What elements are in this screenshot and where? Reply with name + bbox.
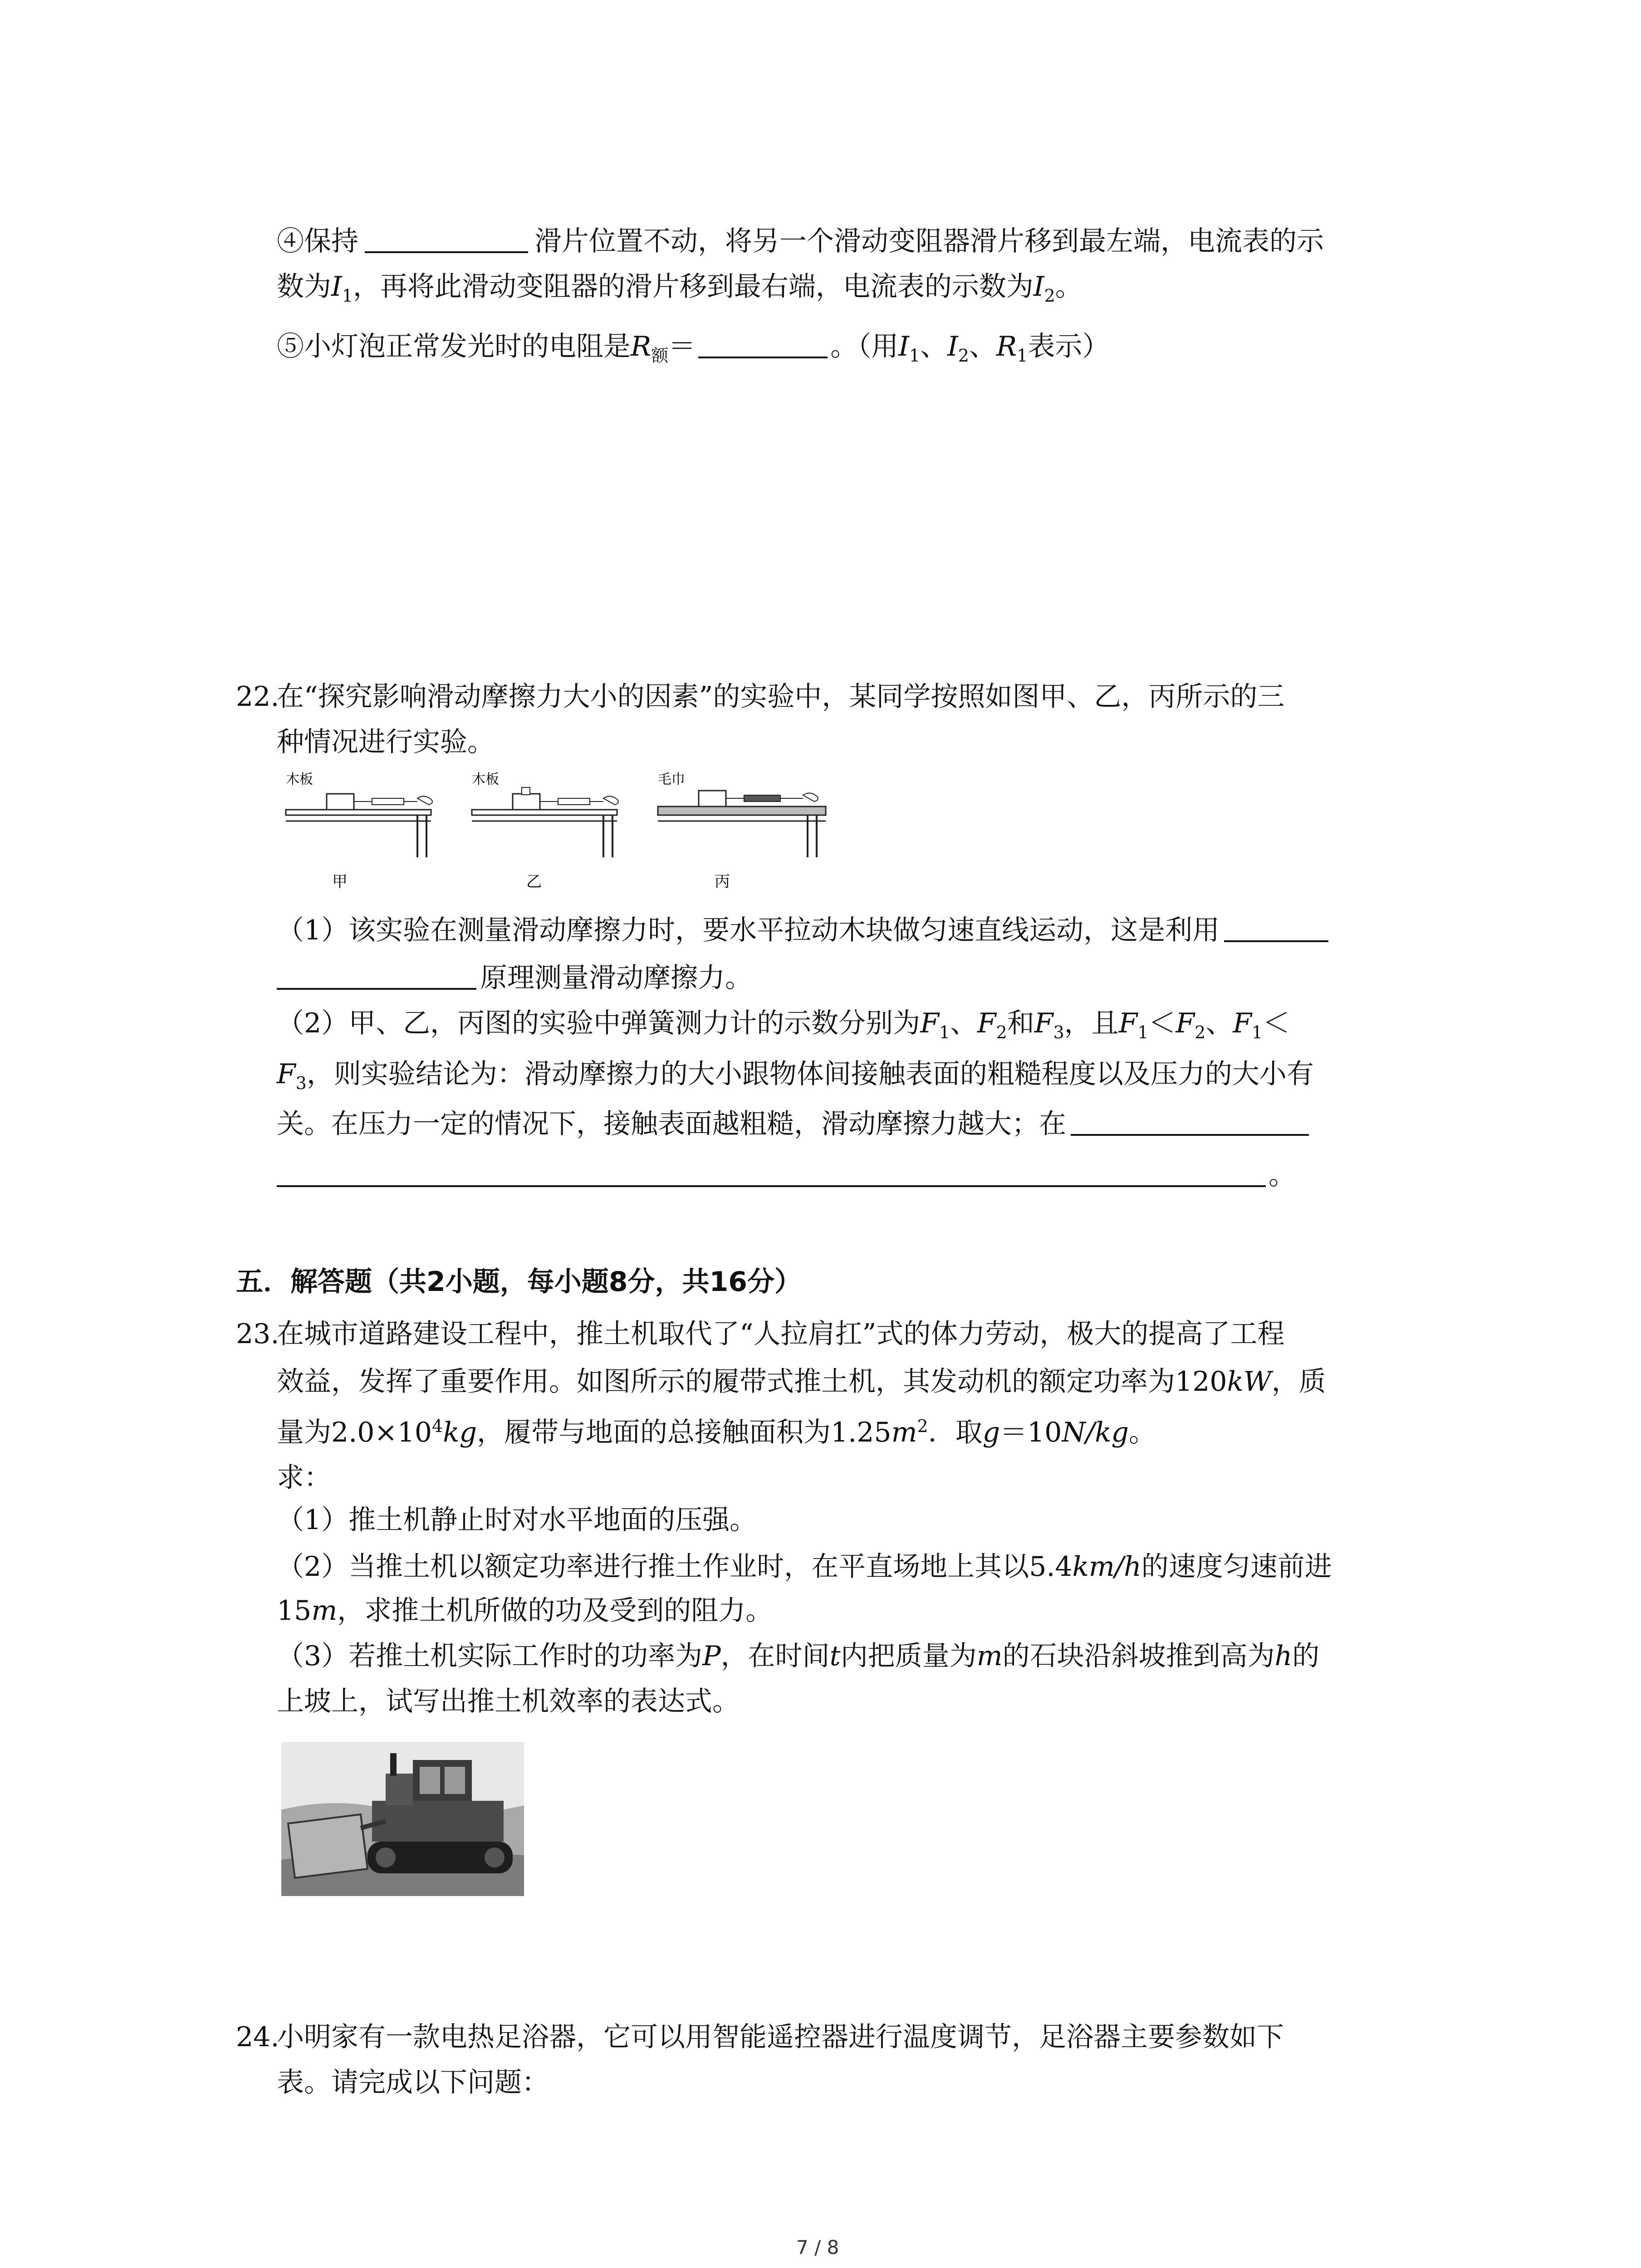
q22-line2: 种情况进行实验。 <box>277 726 495 758</box>
q22-line1: 在“探究影响滑动摩擦力大小的因素”的实验中，某同学按照如图甲、乙，丙所示的三 <box>277 681 1285 713</box>
setup-bing <box>658 791 826 857</box>
answer-blank[interactable] <box>1071 1109 1309 1136</box>
q21-step4-line2: 数为$I_1$，再将此滑动变阻器的滑片移到最右端，电流表的示数为$I_2$。 <box>277 271 1083 306</box>
answer-blank[interactable] <box>1224 915 1328 942</box>
q23-part3-line1: （3）若推土机实际工作时的功率为P，在时间t内把质量为m的石块沿斜坡推到高为h的 <box>277 1640 1320 1672</box>
label-jia: 甲 <box>332 873 348 891</box>
q23-line1: 在城市道路建设工程中，推土机取代了“人拉肩扛”式的体力劳动，极大的提高了工程 <box>277 1318 1285 1350</box>
q24-line1: 小明家有一款电热足浴器，它可以用智能遥控器进行温度调节，足浴器主要参数如下 <box>277 2021 1284 2053</box>
q23-part2-line2: 15m，求推土机所做的功及受到的阻力。 <box>277 1595 773 1627</box>
q23-part2-line1: （2）当推土机以额定功率进行推土作业时，在平直场地上其以5.4km/h的速度匀速前进 <box>277 1551 1332 1583</box>
label-board-2: 木板 <box>472 772 499 787</box>
q23-line2: 效益，发挥了重要作用。如图所示的履带式推土机，其发动机的额定功率为120kW，质 <box>277 1366 1326 1398</box>
q22-part2-line4: 。 <box>277 1159 1296 1192</box>
label-yi: 乙 <box>526 873 542 891</box>
q24-number: 24. <box>236 2021 279 2053</box>
q22-part2-line1: （2）甲、乙，丙图的实验中弹簧测力计的示数分别为$F_1$、$F_2$和$F_3$，且$F_1<F_2$、$F_1<$ <box>277 1007 1290 1042</box>
label-bing: 丙 <box>715 873 730 891</box>
friction-experiment-figure <box>281 767 857 894</box>
q22-number: 22. <box>236 681 279 713</box>
q22-part1-line2: 原理测量滑动摩擦力。 <box>277 962 752 994</box>
q24-line2: 表。请完成以下问题： <box>277 2067 549 2098</box>
q23-ask: 求： <box>277 1462 331 1494</box>
q21-step5: ⑤小灯泡正常发光时的电阻是$R_额=$ 。（用$I_1$、$I_2$、$R_1$表示） <box>277 331 1110 366</box>
answer-blank[interactable] <box>698 331 828 358</box>
q22-part1-line1: （1）该实验在测量滑动摩擦力时，要水平拉动木块做匀速直线运动，这是利用 <box>277 914 1328 947</box>
setup-yi <box>472 787 618 857</box>
q23-number: 23. <box>236 1318 279 1350</box>
answer-blank[interactable] <box>277 963 476 990</box>
q23-part1: （1）推土机静止时对水平地面的压强。 <box>277 1504 757 1536</box>
q22-part2-line2: $F_3$，则实验结论为：滑动摩擦力的大小跟物体间接触表面的粗糙程度以及压力的大小有 <box>277 1058 1314 1093</box>
label-board-1: 木板 <box>286 772 313 787</box>
section-heading: 五．解答题（共2小题，每小题8分，共16分） <box>236 1266 802 1298</box>
q22-part2-line3: 关。在压力一定的情况下，接触表面越粗糙，滑动摩擦力越大；在 <box>277 1108 1309 1140</box>
setup-jia <box>286 794 432 857</box>
q21-step4-line1: ④保持 滑片位置不动，将另一个滑动变阻器滑片移到最左端，电流表的示 <box>277 225 1324 257</box>
answer-blank[interactable] <box>365 226 528 253</box>
page-number: 7 / 8 <box>796 2236 839 2258</box>
q23-part3-line2: 上坡上，试写出推土机效率的表达式。 <box>277 1686 740 1717</box>
q23-line3: 量为$2.0\times 10^4kg$，履带与地面的总接触面积为$1.25m^2$．取g＝10N/kg。 <box>277 1416 1156 1448</box>
label-towel: 毛巾 <box>658 772 685 787</box>
answer-blank[interactable] <box>277 1160 1266 1187</box>
bulldozer-photo <box>281 1742 524 1896</box>
